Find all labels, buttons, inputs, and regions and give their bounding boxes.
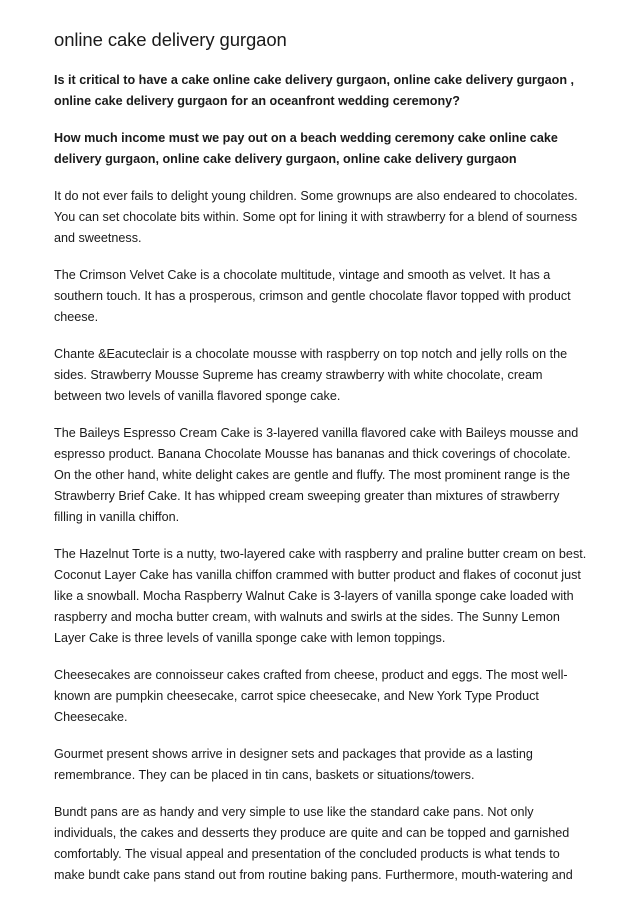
paragraph-7: Gourmet present shows arrive in designer sets and packages that provide as a lasting remembrance. They can be placed in tin cans, baskets or situations/towers. <box>54 747 533 782</box>
paragraph-8: Bundt pans are as handy and very simple to use like the standard cake pans. Not only individuals, the cakes and desserts they produce are quite and can be topped and garnished comfortably. The visual appeal and presentation of the concluded products is what tends to make bundt cake pans stand out from routine baking pans. Furthermore, mouth-watering and <box>54 805 573 882</box>
question-heading-1: Is it critical to have a cake online cake delivery gurgaon, online cake delivery gurgaon , online cake delivery gurgaon for an oceanfront wedding ceremony? <box>54 73 575 108</box>
document-title: online cake delivery gurgaon <box>54 29 287 50</box>
paragraph-3: Chante &Eacuteclair is a chocolate mousse with raspberry on top notch and jelly rolls on the sides. Strawberry Mousse Supreme has creamy strawberry with white chocolate, cream between two levels of vanilla flavored sponge cake. <box>54 347 568 403</box>
paragraph-6: Cheesecakes are connoisseur cakes crafted from cheese, product and eggs. The most well-known are pumpkin cheesecake, carrot spice cheesecake, and New York Type Product Cheesecake. <box>54 668 568 724</box>
paragraph-5: The Hazelnut Torte is a nutty, two-layered cake with raspberry and praline butter cream on best. Coconut Layer Cake has vanilla chiffon crammed with butter product and flakes of coconut just like a snowball. Mocha Raspberry Walnut Cake is 3-layers of vanilla sponge cake loaded with raspberry and mocha butter cream, with walnuts and swirls at the sides. The Sunny Lemon Layer Cake is three levels of vanilla sponge cake with lemon toppings. <box>54 547 587 645</box>
paragraph-2: The Crimson Velvet Cake is a chocolate multitude, vintage and smooth as velvet. It has a southern touch. It has a prosperous, crimson and gentle chocolate flavor topped with product cheese. <box>54 268 571 324</box>
paragraph-4: The Baileys Espresso Cream Cake is 3-layered vanilla flavored cake with Baileys mousse and espresso product. Banana Chocolate Mousse has bananas and thick coverings of chocolate. On the other hand, white delight cakes are gentle and fluffy. The most prominent range is the Strawberry Brief Cake. It has whipped cream sweeping greater than mixtures of strawberry filling in vanilla chiffon. <box>54 426 579 524</box>
paragraph-1: It do not ever fails to delight young children. Some grownups are also endeared to chocolates. You can set chocolate bits within. Some opt for lining it with strawberry for a blend of sourness and sweetness. <box>54 189 578 245</box>
question-heading-2: How much income must we pay out on a beach wedding ceremony cake online cake delivery gurgaon, online cake delivery gurgaon, online cake delivery gurgaon <box>54 131 558 166</box>
document-page <box>54 28 588 902</box>
